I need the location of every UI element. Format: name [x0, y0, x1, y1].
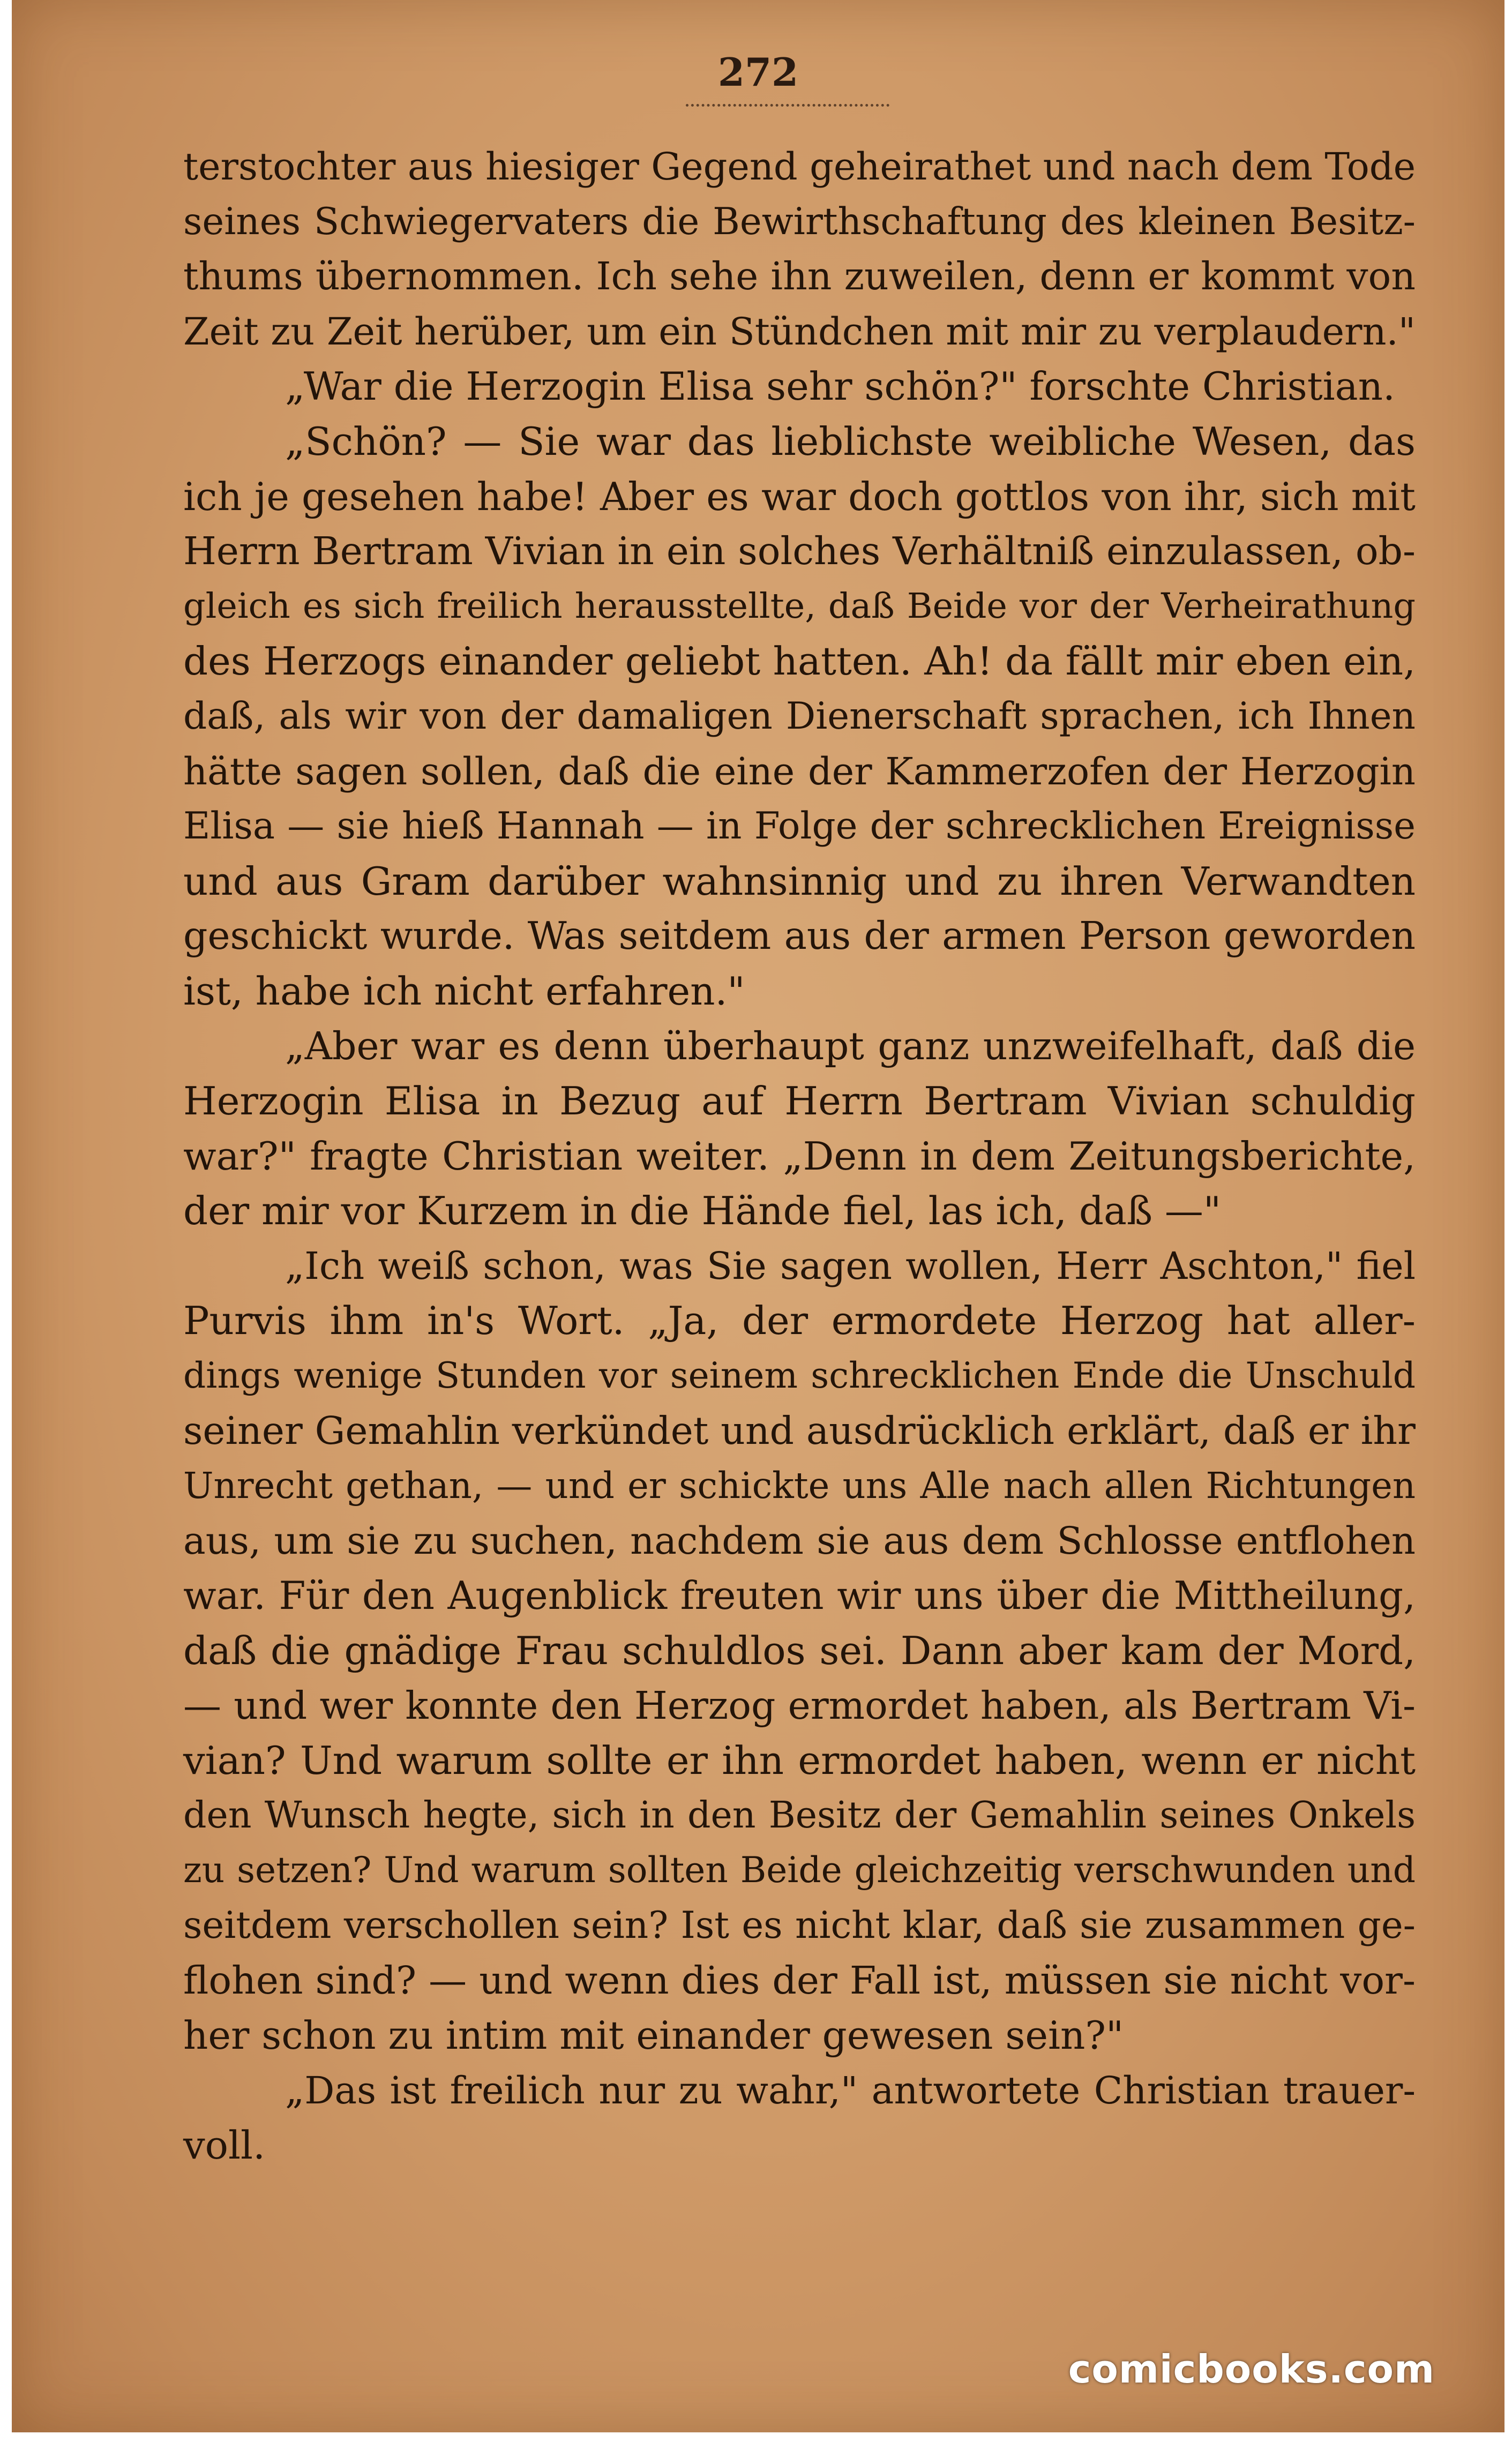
- text-line: her schon zu intim mit einander gewesen sein?": [183, 2013, 1124, 2058]
- text-line: vian? Und warum sollte er ihn ermordet haben, wenn er nicht: [183, 1738, 1416, 1784]
- text-line: geschickt wurde. Was seitdem aus der armen Person geworden: [183, 913, 1416, 958]
- text-line: und aus Gram darüber wahnsinnig und zu ihren Verwandten: [183, 858, 1416, 904]
- page-number: 272: [717, 49, 799, 95]
- book-page: [12, 0, 1504, 2432]
- text-line: seitdem verschollen sein? Ist es nicht klar, daß sie zusammen ge-: [183, 1904, 1416, 1947]
- text-line: ich je gesehen habe! Aber es war doch gottlos von ihr, sich mit: [183, 474, 1416, 519]
- text-line: dings wenige Stunden vor seinem schrecklichen Ende die Unschuld: [183, 1355, 1416, 1397]
- text-line: des Herzogs einander geliebt hatten. Ah! da fällt mir eben ein,: [183, 639, 1416, 684]
- text-line: Purvis ihm in's Wort. „Ja, der ermordete Herzog hat aller-: [183, 1298, 1416, 1344]
- text-line: — und wer konnte den Herzog ermordet haben, als Bertram Vi-: [183, 1683, 1416, 1728]
- text-line: „Ich weiß schon, was Sie sagen wollen, Herr Aschton," fiel: [285, 1244, 1416, 1288]
- text-line: seines Schwiegervaters die Bewirthschaftung des kleinen Besitz-: [183, 200, 1416, 243]
- text-line: „War die Herzogin Elisa sehr schön?" forschte Christian.: [285, 364, 1395, 409]
- text-line: thums übernommen. Ich sehe ihn zuweilen, denn er kommt von: [183, 254, 1416, 299]
- text-line: Elisa — sie hieß Hannah — in Folge der schrecklichen Ereignisse: [183, 805, 1416, 848]
- text-line: ist, habe ich nicht erfahren.": [183, 968, 745, 1014]
- text-line: seiner Gemahlin verkündet und ausdrücklich erklärt, daß er ihr: [183, 1408, 1416, 1453]
- text-line: war. Für den Augenblick freuten wir uns über die Mittheilung,: [183, 1573, 1416, 1619]
- text-line: voll.: [183, 2123, 265, 2168]
- text-line: den Wunsch hegte, sich in den Besitz der Gemahlin seines Onkels: [183, 1794, 1416, 1837]
- text-line: „Das ist freilich nur zu wahr," antwortete Christian trauer-: [285, 2068, 1416, 2113]
- text-line: gleich es sich freilich herausstellte, daß Beide vor der Verheirathung: [183, 586, 1416, 626]
- text-line: Herrn Bertram Vivian in ein solches Verhältniß einzulassen, ob-: [183, 529, 1416, 574]
- text-line: terstochter aus hiesiger Gegend geheirathet und nach dem Tode: [183, 145, 1416, 189]
- text-line: Unrecht gethan, — und er schickte uns Alle nach allen Richtungen: [183, 1465, 1416, 1507]
- text-line: war?" fragte Christian weiter. „Denn in dem Zeitungsberichte,: [183, 1133, 1416, 1179]
- text-line: hätte sagen sollen, daß die eine der Kammerzofen der Herzogin: [183, 749, 1416, 793]
- text-line: Zeit zu Zeit herüber, um ein Stündchen mit mir zu verplaudern.": [183, 309, 1416, 354]
- header-ornament: [686, 96, 889, 107]
- text-line: daß die gnädige Frau schuldlos sei. Dann aber kam der Mord,: [183, 1628, 1416, 1674]
- text-line: der mir vor Kurzem in die Hände fiel, las ich, daß —": [183, 1188, 1222, 1234]
- text-line: Herzogin Elisa in Bezug auf Herrn Bertram Vivian schuldig: [183, 1078, 1416, 1124]
- text-line: „Aber war es denn überhaupt ganz unzweifelhaft, daß die: [285, 1023, 1416, 1068]
- text-line: zu setzen? Und warum sollten Beide gleichzeitig verschwunden und: [183, 1849, 1416, 1891]
- text-line: aus, um sie zu suchen, nachdem sie aus dem Schlosse entflohen: [183, 1518, 1416, 1563]
- text-line: „Schön? — Sie war das lieblichste weibliche Wesen, das: [285, 418, 1416, 464]
- body-text: [183, 139, 1416, 2173]
- text-line: daß, als wir von der damaligen Dienerschaft sprachen, ich Ihnen: [183, 694, 1416, 738]
- watermark: comicbooks.com: [1068, 2347, 1435, 2392]
- text-line: flohen sind? — und wenn dies der Fall ist, müssen sie nicht vor-: [183, 1958, 1416, 2003]
